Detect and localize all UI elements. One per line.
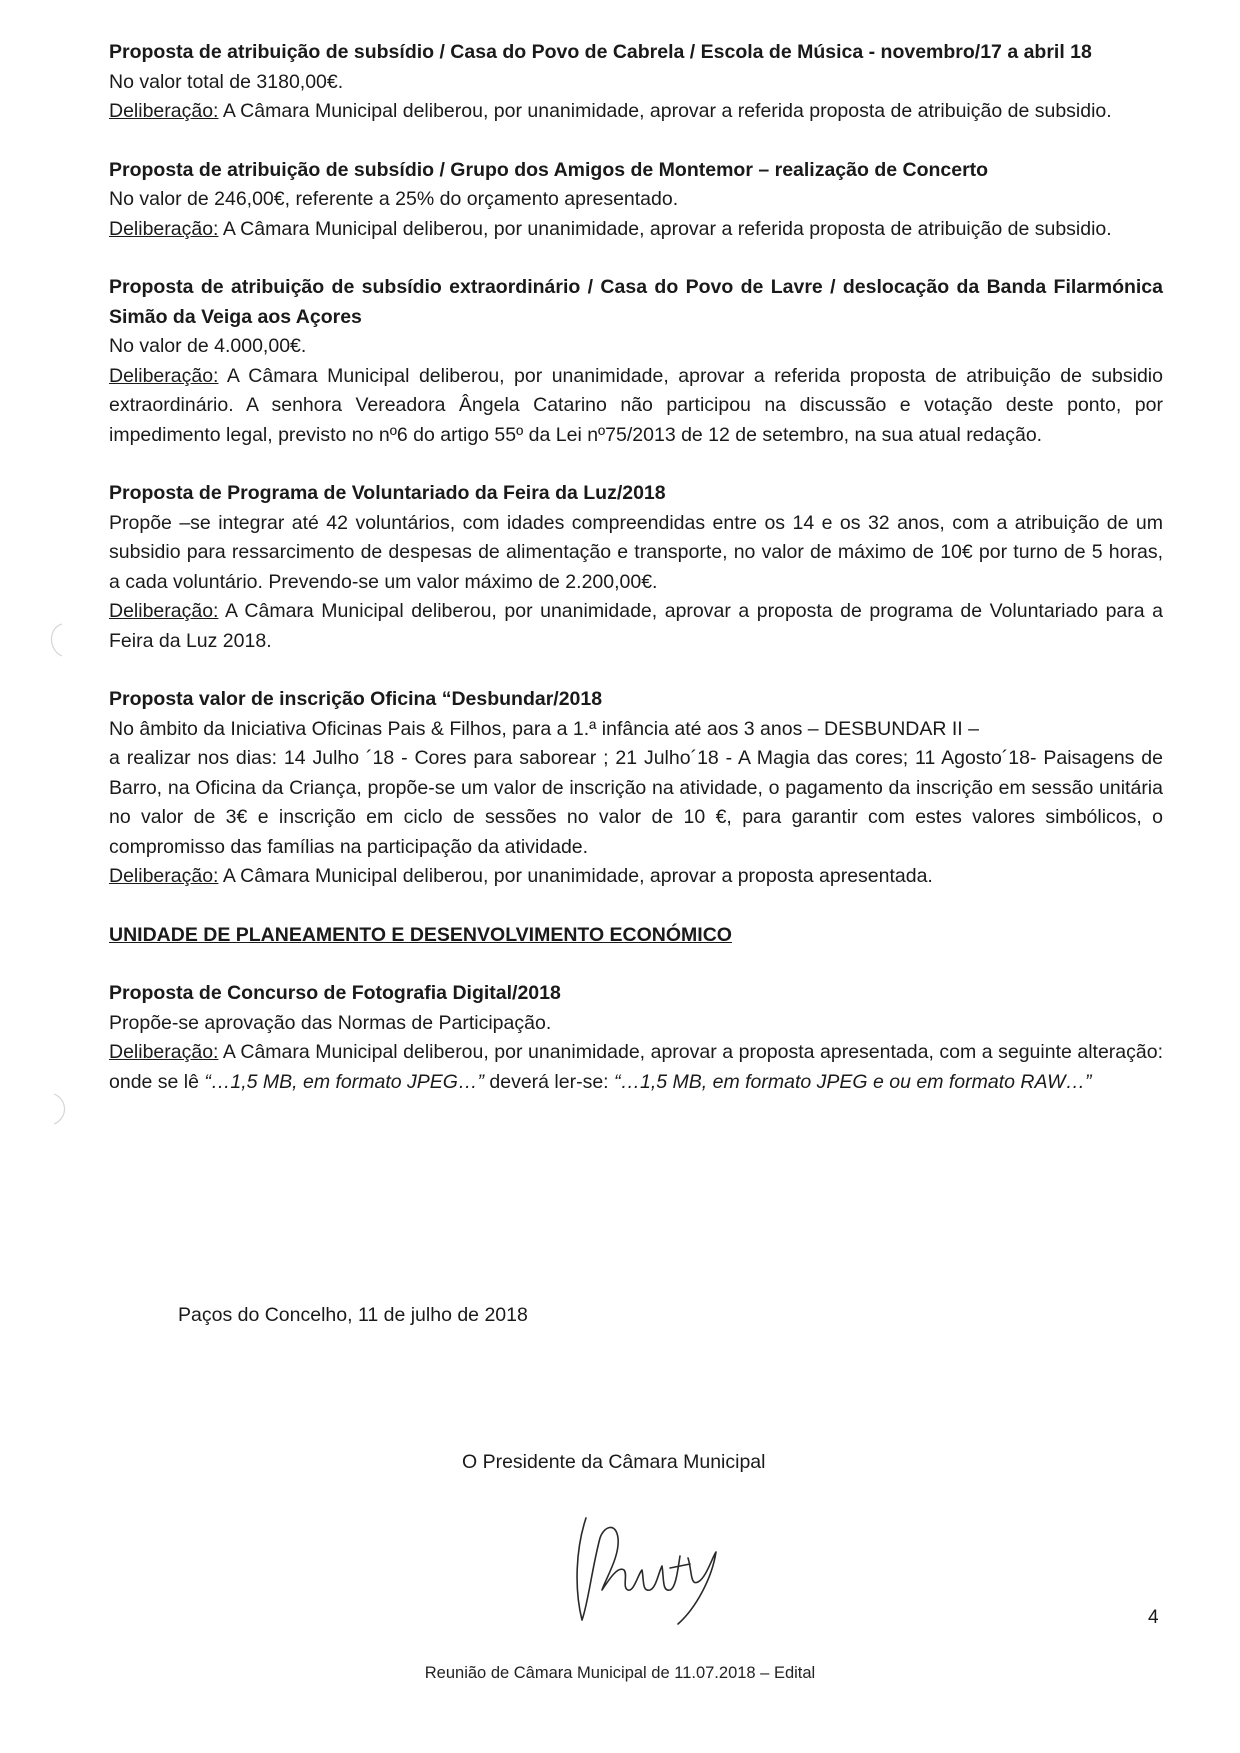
document-body	[109, 38, 1163, 1126]
deliberation-text: A Câmara Municipal deliberou, por unanimidade, aprovar a proposta de programa de Voluntariado para a Feira da Luz 2018.	[109, 600, 1163, 652]
proposal-detail: a realizar nos dias: 14 Julho ´18 - Cores para saborear ; 21 Julho´18 - A Magia das cores; 11 Agosto´18- Paisagens de Barro, na Oficina da Criança, propõe-se um valor de inscrição na atividade, o pagamento da inscrição em sessão unitária no valor de 3€ e inscrição em ciclo de sessões no valor de 10 €, para garantir com estes valores simbólicos, o compromisso das famílias na participação da atividade.	[109, 747, 1163, 858]
quoted-text-old: “…1,5 MB, em formato JPEG…”	[204, 1070, 484, 1093]
proposal-detail: No valor total de 3180,00€.	[109, 70, 344, 93]
deliberation-text: A Câmara Municipal deliberou, por unanimidade, aprovar a proposta apresentada.	[218, 865, 933, 887]
proposal-detail: No âmbito da Iniciativa Oficinas Pais & Filhos, para a 1.ª infância até aos 3 anos – DESBUNDAR II –	[109, 717, 979, 740]
proposal-detail: No valor de 246,00€, referente a 25% do orçamento apresentado.	[109, 188, 679, 210]
page-number: 4	[1148, 1607, 1159, 1628]
proposal-detail: No valor de 4.000,00€.	[109, 335, 307, 357]
deliberation	[109, 1038, 1163, 1097]
page-footer: Reunião de Câmara Municipal de 11.07.2018 – Edital	[424, 1664, 816, 1682]
proposal-item	[109, 38, 1163, 127]
section-heading: UNIDADE DE PLANEAMENTO E DESENVOLVIMENTO ECONÓMICO	[109, 923, 732, 946]
proposal-detail: Propõe-se aprovação das Normas de Participação.	[109, 1011, 552, 1034]
proposal-item	[109, 685, 1163, 892]
deliberation-label: Deliberação:	[109, 364, 219, 387]
deliberation	[109, 597, 1163, 656]
signature-title: O Presidente da Câmara Municipal	[462, 1451, 766, 1473]
deliberation-text: A Câmara Municipal deliberou, por unanimidade, aprovar a referida proposta de atribuição de subsidio.	[218, 217, 1112, 240]
deliberation-text: A Câmara Municipal deliberou, por unanimidade, aprovar a referida proposta de atribuição de subsidio.	[218, 100, 1112, 122]
deliberation-text: A Câmara Municipal deliberou, por unanimidade, aprovar a proposta apresentada, com a seguinte alteração: onde se lê	[109, 1041, 1163, 1093]
deliberation-label: Deliberação:	[109, 865, 219, 887]
deliberation	[109, 862, 1163, 892]
proposal-detail: Propõe –se integrar até 42 voluntários, com idades compreendidas entre os 14 e os 32 anos, com a atribuição de um subsidio para ressarcimento de despesas de alimentação e transporte, no valor de máximo de 10€ por turno de 5 horas, a cada voluntário. Prevendo-se um valor máximo de 2.200,00€.	[109, 511, 1163, 593]
proposal-title: Proposta de atribuição de subsídio extraordinário / Casa do Povo de Lavre / deslocação da Banda Filarmónica Simão da Veiga aos Açores	[109, 276, 1163, 328]
proposal-item	[109, 156, 1163, 245]
scan-hole-mark	[44, 1090, 74, 1130]
scan-hole-mark	[40, 620, 70, 660]
deliberation	[109, 97, 1163, 127]
proposal-title: Proposta de Programa de Voluntariado da Feira da Luz/2018	[109, 482, 666, 504]
deliberation	[109, 362, 1163, 451]
deliberation-label: Deliberação:	[109, 600, 219, 622]
proposal-item	[109, 273, 1163, 450]
closing-place-date: Paços do Concelho, 11 de julho de 2018	[178, 1304, 528, 1326]
deliberation-text: A Câmara Municipal deliberou, por unanimidade, aprovar a referida proposta de atribuição de subsidio extraordinário. A senhora Vereadora Ângela Catarino não participou na discussão e votação deste ponto, por impedimento legal, previsto no nº6 do artigo 55º da Lei nº75/2013 de 12 de setembro, na sua atual redação.	[109, 364, 1163, 446]
deliberation-label: Deliberação:	[109, 217, 219, 240]
deliberation-label: Deliberação:	[109, 100, 219, 122]
proposal-title: Proposta valor de inscrição Oficina “Desbundar/2018	[109, 688, 603, 710]
proposal-title: Proposta de atribuição de subsídio / Grupo dos Amigos de Montemor – realização de Concerto	[109, 158, 989, 181]
proposal-item	[109, 979, 1163, 1097]
proposal-title: Proposta de atribuição de subsídio / Casa do Povo de Cabrela / Escola de Música - novembro/17 a abril 18	[109, 41, 1092, 63]
quoted-text-new: “…1,5 MB, em formato JPEG e ou em formato RAW…”	[614, 1070, 1092, 1093]
proposal-title: Proposta de Concurso de Fotografia Digital/2018	[109, 982, 561, 1004]
deliberation	[109, 215, 1163, 245]
deliberation-text: deverá ler-se:	[483, 1070, 615, 1093]
proposal-item	[109, 479, 1163, 656]
handwritten-signature	[566, 1508, 736, 1628]
deliberation-label: Deliberação:	[109, 1041, 219, 1063]
